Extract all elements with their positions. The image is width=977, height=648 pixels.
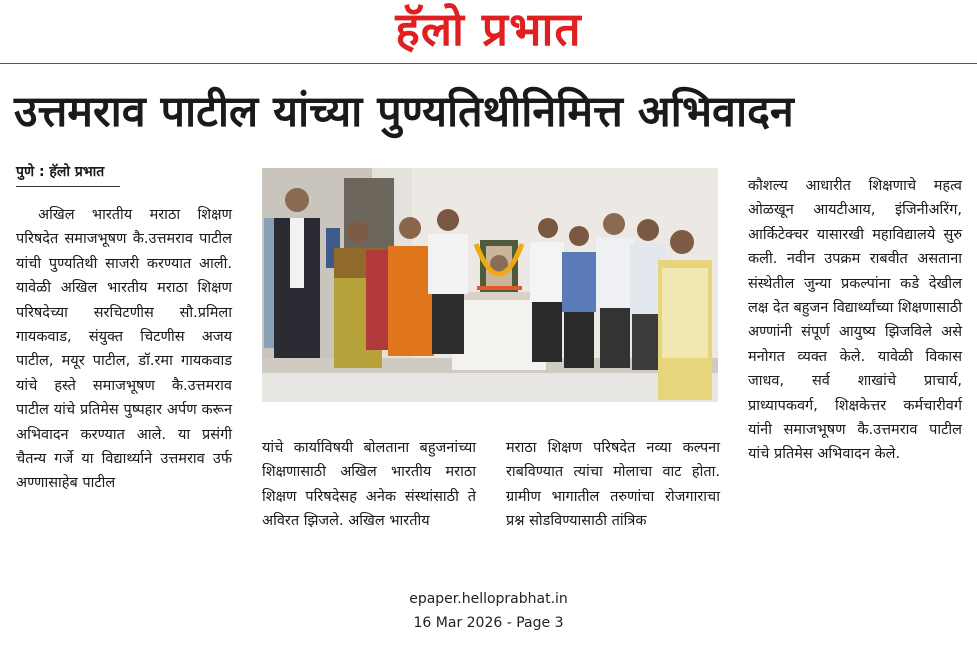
column-3-text: मराठा शिक्षण परिषदेत नव्या कल्पना राबविण्यात त्यांचा मोलाचा वाट होता. ग्रामीण भागातील तरुणांचा रोजगाराचा प्रश्न सोडविण्यासाठी तांत्रिक — [506, 440, 720, 530]
article-column-3 — [506, 436, 720, 534]
dateline-underline — [16, 186, 120, 187]
event-photo-illustration — [262, 168, 718, 402]
masthead-divider — [0, 63, 977, 64]
column-1-text: अखिल भारतीय मराठा शिक्षण परिषदेत समाजभूषण कै.उत्तमराव पाटील यांची पुण्यतिथी साजरी करण्यात आली. यावेळी अखिल भारतीय मराठा शिक्षण परिषदेच्या सरचिटणीस सौ.प्रमिला गायकवाड, संयुक्त चिटणीस अजय पाटील, मयूर पाटील, डॉ.रमा गायकवाड यांचे हस्ते समाजभूषण कै.उत्तमराव पाटील यांचे प्रतिमेस पुष्पहार अर्पण करून अभिवादन करण्यात आले. या प्रसंगी चैतन्य गर्जे या विद्यार्थ्याने उत्तमराव उर्फ अण्णासाहेब पाटील — [16, 207, 232, 492]
article-column-4 — [748, 174, 962, 467]
masthead — [0, 0, 977, 58]
footer-date-page: 16 Mar 2026 - Page 3 — [413, 615, 564, 631]
column-4-text: कौशल्य आधारीत शिक्षणाचे महत्व ओळखून आयटीआय, इंजिनीअरिंग, आर्किटेक्चर यासारखी महाविद्यालये सुरु कली. नवीन उपक्रम राबवीत असताना संस्थेतील जुन्या प्रकल्पांना कडे देखील लक्ष देत बहुजन विद्यार्थ्यांच्या शिक्षणासाठी अण्णांनी संपूर्ण आयुष्य झिजविले असे मनोगत व्यक्त केले. यावेळी विकास जाधव, सर्व शाखांचे प्राचार्य, प्राध्यापकवर्ग, शिक्षकेत्तर कर्मचारीवर्ग यांनी समाजभूषण कै.उत्तमराव पाटील यांचे प्रतिमेस अभिवादन केले. — [748, 178, 962, 463]
footer-url[interactable]: epaper.helloprabhat.in — [409, 591, 568, 607]
headline: उत्तमराव पाटील यांच्या पुण्यतिथीनिमित्त अभिवादन — [14, 87, 794, 137]
article-column-2 — [262, 436, 476, 534]
event-photo — [262, 168, 718, 402]
column-2-text: यांचे कार्याविषयी बोलताना बहुजनांच्या शिक्षणासाठी अखिल भारतीय मराठा शिक्षण परिषदेसह अनेक संस्थांसाठी ते अविरत झिजले. अखिल भारतीय — [262, 440, 476, 530]
dateline: पुणे : हॅलो प्रभात — [16, 164, 105, 180]
article-column-1 — [16, 203, 232, 496]
masthead-title: हॅलो प्रभात — [395, 2, 582, 56]
